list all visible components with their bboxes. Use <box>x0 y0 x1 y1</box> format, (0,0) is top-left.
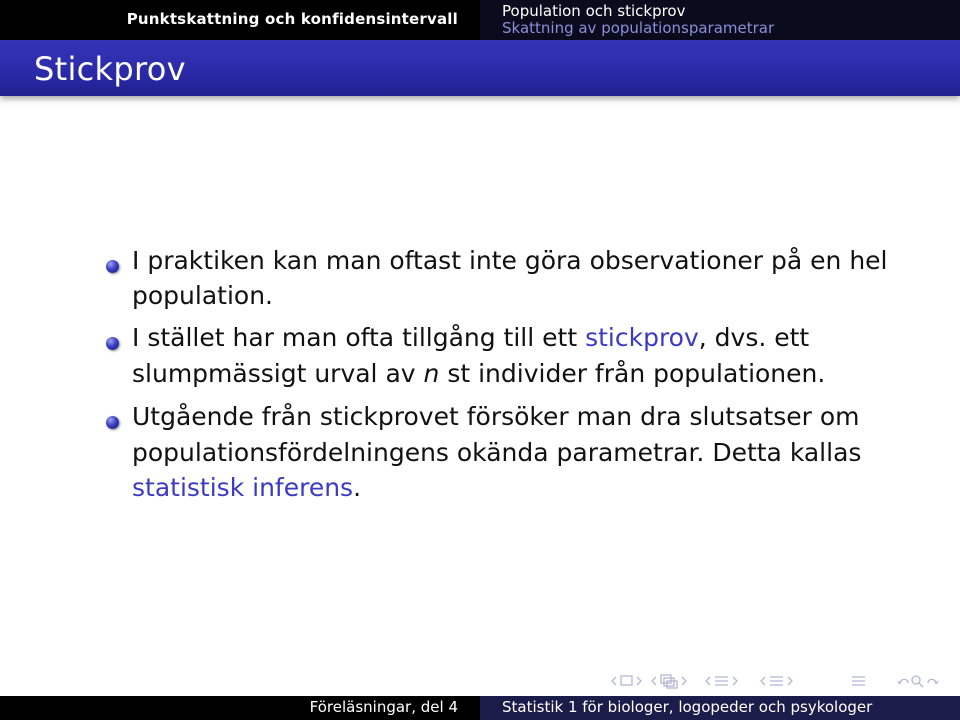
forward-icon[interactable] <box>928 679 938 684</box>
header-subsection-next[interactable]: Skattning av populationsparametrar <box>502 19 775 37</box>
bullet-3-line-3 <box>132 471 361 505</box>
bullet-2-text-b: , dvs. ett <box>698 323 810 352</box>
frame-title-bar <box>0 40 960 96</box>
bullet-icon <box>106 260 119 273</box>
subsection-next-icon[interactable] <box>682 677 686 685</box>
frame-icon[interactable] <box>621 676 632 685</box>
bullet-2-line-1 <box>132 321 809 355</box>
bullet-2-text-a: I stället har man ofta tillgång till ett <box>132 323 586 352</box>
header-subsections <box>480 0 960 40</box>
document-icon[interactable] <box>770 677 783 685</box>
bullet-icon <box>106 337 119 350</box>
document-next-icon[interactable] <box>788 677 792 685</box>
bullet-2-text-d: st individer från populationen. <box>439 359 826 388</box>
header-nav <box>0 0 960 40</box>
document-prev-icon[interactable] <box>761 677 765 685</box>
bullet-3-line-2: populationsfördelningens okända parametrar. Detta kallas <box>132 438 862 467</box>
footer <box>0 696 960 720</box>
header-section-label[interactable]: Punktskattning och konfidensintervall <box>126 10 458 28</box>
section-icon[interactable] <box>715 677 728 685</box>
frame-prev-icon[interactable] <box>612 677 616 685</box>
footer-right <box>480 696 960 720</box>
header-section[interactable] <box>0 0 480 40</box>
header-subsection-current[interactable]: Population och stickprov <box>502 2 686 20</box>
search-icon[interactable] <box>912 676 923 687</box>
nav-symbols-svg <box>610 672 950 690</box>
nav-symbols <box>610 672 960 690</box>
bullet-1-line-2: population. <box>132 281 273 310</box>
footer-left <box>0 696 480 720</box>
bullet-3-line-1: Utgående från stickprovet försöker man dra slutsatser om <box>132 402 860 431</box>
align-icon[interactable] <box>852 677 865 685</box>
subsection-prev-icon[interactable] <box>652 677 656 685</box>
section-prev-icon[interactable] <box>706 677 710 685</box>
bullet-3-text-end: . <box>353 473 362 502</box>
frame-title: Stickprov <box>34 50 186 88</box>
variable-n: n <box>423 359 440 388</box>
term-statistisk-inferens: statistisk inferens <box>132 473 354 502</box>
footer-course-label: Statistik 1 för biologer, logopeder och psykologer <box>502 698 873 716</box>
footer-author-label: Föreläsningar, del 4 <box>309 698 458 716</box>
bullet-1-line-1: I praktiken kan man oftast inte göra observationer på en hel <box>132 246 888 275</box>
subsection-icon[interactable] <box>661 675 677 688</box>
term-stickprov: stickprov <box>585 323 699 352</box>
frame-next-icon[interactable] <box>637 677 641 685</box>
section-next-icon[interactable] <box>733 677 737 685</box>
back-icon[interactable] <box>898 679 908 684</box>
bullet-2-line-2 <box>132 357 825 391</box>
bullet-icon <box>106 416 119 429</box>
bullet-2-text-c: slumpmässigt urval av <box>132 359 424 388</box>
